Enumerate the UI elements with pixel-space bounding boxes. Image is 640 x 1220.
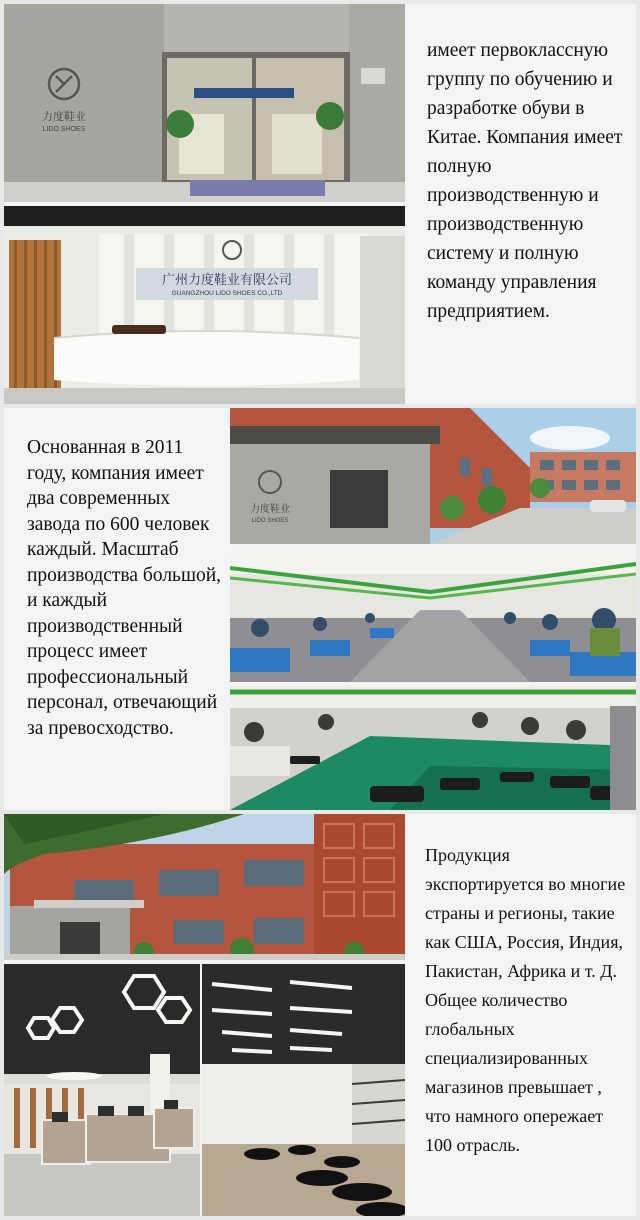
- workshop-photo: [230, 686, 636, 810]
- entrance-logo-en: LIDO SHOES: [42, 126, 86, 133]
- company-intro-section: [4, 4, 636, 404]
- building-logo-en: LIDO SHOES: [251, 518, 289, 524]
- company-intro-text: имеет первоклассную группу по обучению и разработке обуви в Китае. Компания имеет полную производственную и производственную систему и полную команду управления предприятием.: [427, 40, 623, 322]
- entrance-photo: [4, 4, 405, 202]
- factories-text: Основанная в 2011 году, компания имеет два современных завода по 600 человек каждый. Масштаб производства большой, и каждый производственный процесс имеет профессиональный персонал, отвечающий за превосходство.: [27, 437, 222, 739]
- production-line-photo: [230, 548, 636, 682]
- reception-photo: [4, 206, 405, 404]
- office-photo: [4, 964, 200, 1216]
- factory-building-photo: [4, 814, 405, 960]
- building-logo-cn: 力度鞋业: [250, 504, 290, 515]
- reception-sign-cn: 广州力度鞋业有限公司: [161, 272, 293, 287]
- showroom-photo: [202, 964, 405, 1216]
- export-text: Продукция экспортируется во многие страны и регионы, такие как США, Россия, Индия, Пакистан, Африка и т. Д. Общее количество глобальных специализированных магазинов превышает , что намного опережает 100 отрасль.: [425, 845, 626, 1155]
- entrance-logo-cn: 力度鞋业: [42, 111, 86, 123]
- export-section: [4, 814, 636, 1216]
- factories-section: [4, 408, 636, 810]
- building-street-photo: [230, 408, 636, 544]
- reception-sign-en: GUANGZHOU LIDO SHOES CO.,LTD: [171, 290, 283, 297]
